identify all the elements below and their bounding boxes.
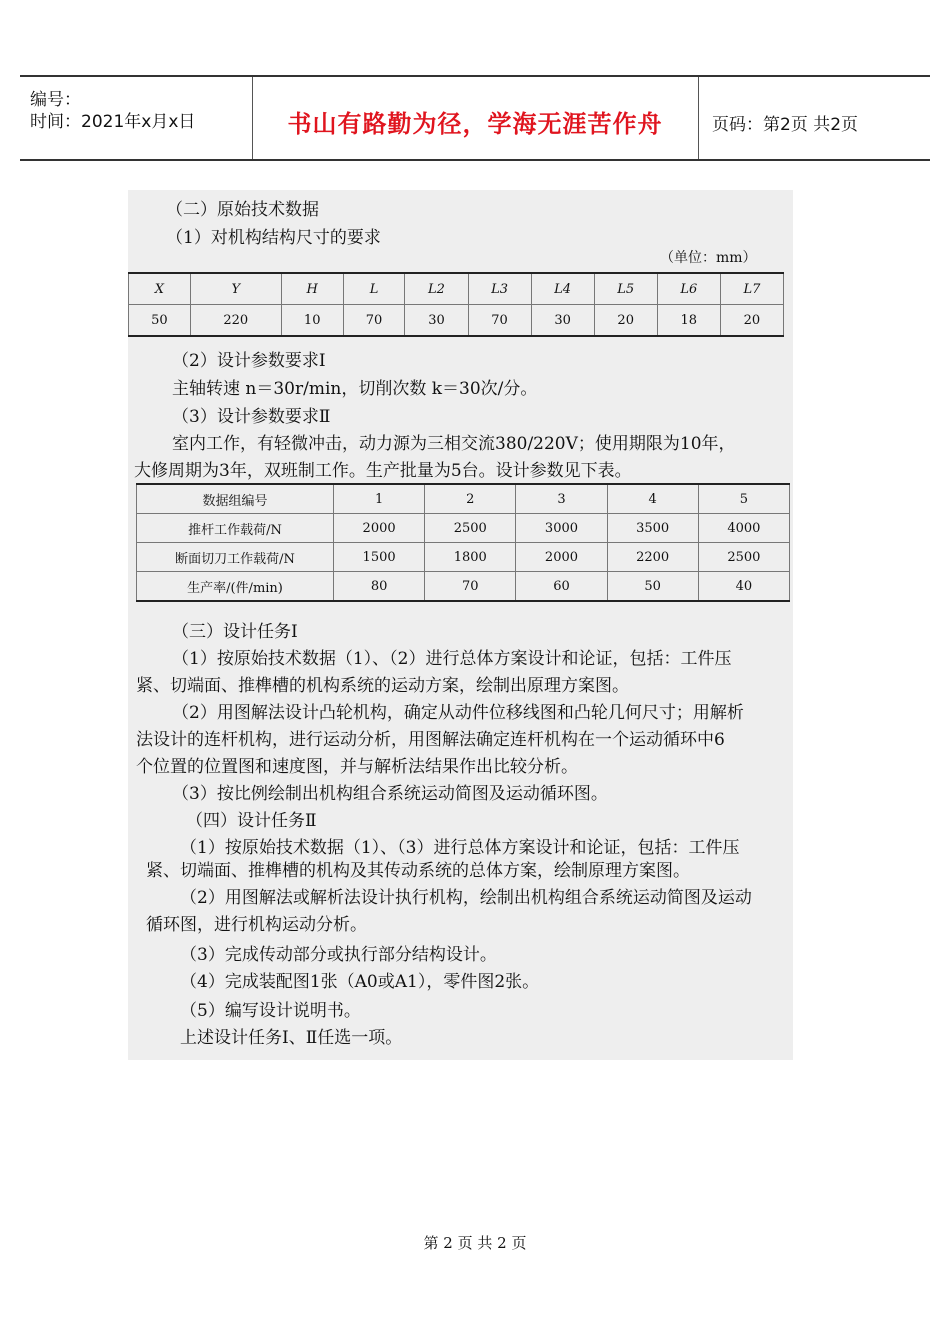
- table-cell: 60: [516, 572, 607, 602]
- paragraph-line: 大修周期为3年，双班制工作。生产批量为5台。设计参数见下表。: [134, 461, 632, 481]
- table-cell: 40: [698, 572, 789, 602]
- table-cell: L: [343, 273, 405, 305]
- table-cell: 4: [607, 484, 698, 514]
- table-cell: 1: [334, 484, 425, 514]
- table-cell: 2500: [698, 543, 789, 572]
- motto: 书山有路勤为径，学海无涯苦作舟: [287, 110, 663, 138]
- header-center-cell: [252, 77, 699, 159]
- table-cell: L4: [531, 273, 594, 305]
- table-cell: 3000: [516, 514, 607, 543]
- table-row: [137, 543, 790, 572]
- table-cell: 推杆工作载荷/N: [137, 514, 334, 543]
- table-cell: 18: [657, 305, 720, 337]
- parameter-table-header: [137, 484, 790, 514]
- spindle-speed-line: 主轴转速 n＝30r/min，切削次数 k＝30次/分。: [172, 379, 538, 399]
- section-2-title: （二）原始技术数据: [166, 200, 319, 220]
- task-line: 紧、切端面、推榫槽的机构系统的运动方案，绘制出原理方案图。: [136, 676, 629, 696]
- table-cell: 2200: [607, 543, 698, 572]
- task-line: 法设计的连杆机构，进行运动分析，用图解法确定连杆机构在一个运动循环中6: [136, 730, 725, 750]
- table-cell: 70: [468, 305, 531, 337]
- time-label: 时间：2021年x月x日: [30, 112, 196, 132]
- table-cell: 50: [129, 305, 191, 337]
- section-2-sub2: （2）设计参数要求Ⅰ: [172, 351, 326, 371]
- table-cell: 5: [698, 484, 789, 514]
- task-line: （3）完成传动部分或执行部分结构设计。: [180, 945, 497, 965]
- section-2-sub1: （1）对机构结构尺寸的要求: [166, 228, 381, 248]
- table-cell: 2000: [516, 543, 607, 572]
- task-line: （3）按比例绘制出机构组合系统运动简图及运动循环图。: [172, 784, 608, 804]
- table-cell: 220: [190, 305, 281, 337]
- table-cell: L2: [405, 273, 468, 305]
- task-line: （4）完成装配图1张（A0或A1），零件图2张。: [180, 972, 540, 992]
- table-cell: 30: [531, 305, 594, 337]
- table-cell: L3: [468, 273, 531, 305]
- page-footer: 第 2 页 共 2 页: [423, 1234, 527, 1252]
- task-line: 上述设计任务Ⅰ、Ⅱ任选一项。: [180, 1028, 403, 1048]
- table-cell: 50: [607, 572, 698, 602]
- table-cell: 20: [720, 305, 783, 337]
- table-cell: 10: [281, 305, 343, 337]
- task-line: 紧、切端面、推榫槽的机构及其传动系统的总体方案，绘制原理方案图。: [146, 861, 690, 881]
- document-header: [20, 75, 930, 161]
- page-label: 页码：第2页 共2页: [712, 115, 859, 135]
- number-label: 编号：: [30, 90, 81, 110]
- table-cell: 4000: [698, 514, 789, 543]
- table-cell: 1500: [334, 543, 425, 572]
- task-line: （1）按原始技术数据（1）、（3）进行总体方案设计和论证，包括：工件压: [180, 838, 740, 858]
- table-cell: H: [281, 273, 343, 305]
- table-cell: 1800: [425, 543, 516, 572]
- table-cell: Y: [190, 273, 281, 305]
- task-line: 个位置的位置图和速度图，并与解析法结果作出比较分析。: [136, 757, 578, 777]
- table-cell: L5: [594, 273, 657, 305]
- table-cell: 80: [334, 572, 425, 602]
- parameter-table: [136, 483, 790, 602]
- table-cell: X: [129, 273, 191, 305]
- task-line: （2）用图解法或解析法设计执行机构，绘制出机构组合系统运动简图及运动: [180, 888, 752, 908]
- table-cell: 断面切刀工作载荷/N: [137, 543, 334, 572]
- dimension-table-header: [129, 273, 784, 305]
- task-line: （2）用图解法设计凸轮机构，确定从动件位移线图和凸轮几何尺寸；用解析: [172, 703, 744, 723]
- header-right-cell: [698, 77, 930, 159]
- dimension-table-values: [129, 305, 784, 337]
- table-cell: L7: [720, 273, 783, 305]
- table-cell: 生产率/(件/min): [137, 572, 334, 602]
- section-2-sub3: （3）设计参数要求Ⅱ: [172, 407, 331, 427]
- table-cell: 2000: [334, 514, 425, 543]
- table-row: [137, 514, 790, 543]
- table-cell: 70: [343, 305, 405, 337]
- section-4-title: （四）设计任务Ⅱ: [186, 811, 317, 831]
- table-cell: 数据组编号: [137, 484, 334, 514]
- task-line: 循环图，进行机构运动分析。: [146, 915, 367, 935]
- table-cell: 3: [516, 484, 607, 514]
- table-cell: 3500: [607, 514, 698, 543]
- task-line: （5）编写设计说明书。: [180, 1001, 361, 1021]
- section-3-title: （三）设计任务Ⅰ: [172, 622, 298, 642]
- paragraph-line: 室内工作，有轻微冲击，动力源为三相交流380/220V；使用期限为10年，: [172, 434, 736, 454]
- table-cell: L6: [657, 273, 720, 305]
- table-cell: 70: [425, 572, 516, 602]
- unit-label: （单位：mm）: [660, 250, 757, 266]
- table-cell: 2: [425, 484, 516, 514]
- table-cell: 20: [594, 305, 657, 337]
- task-line: （1）按原始技术数据（1）、（2）进行总体方案设计和论证，包括：工件压: [172, 649, 732, 669]
- header-left-cell: [20, 77, 253, 159]
- table-cell: 2500: [425, 514, 516, 543]
- table-cell: 30: [405, 305, 468, 337]
- dimension-table: [128, 272, 784, 337]
- table-row: [137, 572, 790, 602]
